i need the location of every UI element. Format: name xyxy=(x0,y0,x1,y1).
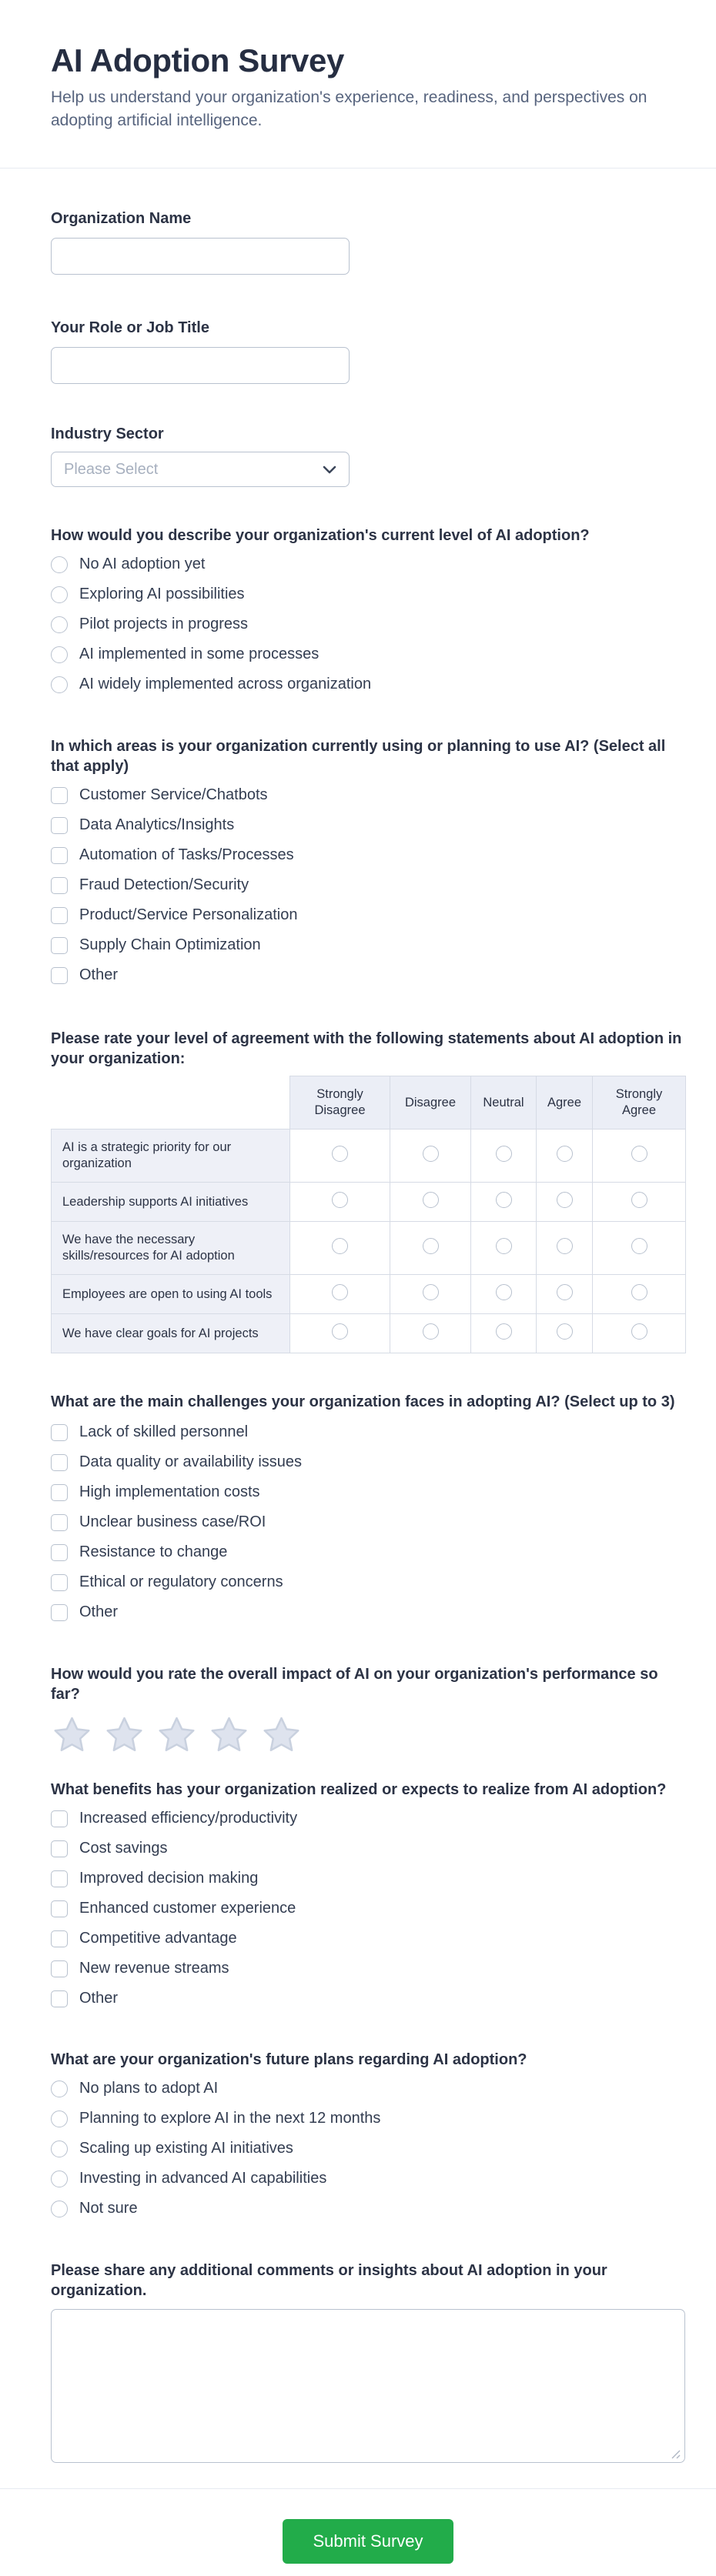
footer xyxy=(0,2519,716,2564)
checkbox-icon[interactable] xyxy=(51,1810,68,1827)
checkbox-icon[interactable] xyxy=(51,907,68,924)
checkbox-icon[interactable] xyxy=(51,1900,68,1917)
checkbox-option[interactable]: Increased efficiency/productivity xyxy=(51,1810,297,1827)
checkbox-group xyxy=(51,1810,297,2007)
radio-icon[interactable] xyxy=(51,586,68,603)
radio-icon[interactable] xyxy=(51,2171,68,2187)
star-icon[interactable] xyxy=(103,1714,146,1757)
comments-textarea[interactable] xyxy=(51,2309,685,2463)
checkbox-option[interactable]: Resistance to change xyxy=(51,1543,302,1561)
checkbox-icon[interactable] xyxy=(51,1870,68,1887)
question-challenges xyxy=(51,1392,685,1621)
star-icon[interactable] xyxy=(260,1714,303,1757)
radio-icon[interactable] xyxy=(51,2141,68,2157)
question-ai-areas xyxy=(51,736,685,984)
matrix-row xyxy=(52,1222,686,1275)
radio-icon[interactable] xyxy=(51,2201,68,2217)
question-label: In which areas is your organization currently using or planning to use AI? (Select all that apply) xyxy=(51,738,666,775)
checkbox-icon[interactable] xyxy=(51,847,68,864)
question-label: How would you describe your organization's current level of AI adoption? xyxy=(51,527,590,544)
radio-icon[interactable] xyxy=(51,556,68,573)
matrix-radio[interactable] xyxy=(631,1238,647,1254)
matrix-radio[interactable] xyxy=(332,1146,348,1162)
matrix-radio[interactable] xyxy=(332,1238,348,1254)
form-header xyxy=(0,0,716,132)
checkbox-group xyxy=(51,786,297,984)
radio-option[interactable]: AI implemented in some processes xyxy=(51,646,371,663)
field-label: Industry Sector xyxy=(51,425,164,442)
checkbox-option[interactable]: Improved decision making xyxy=(51,1870,297,1887)
matrix-corner-cell xyxy=(52,1076,290,1130)
question-label: What are your organization's future plans regarding AI adoption? xyxy=(51,2051,527,2068)
checkbox-icon[interactable] xyxy=(51,1514,68,1531)
radio-icon[interactable] xyxy=(51,646,68,663)
checkbox-option[interactable]: Ethical or regulatory concerns xyxy=(51,1573,302,1591)
checkbox-group xyxy=(51,1423,302,1621)
checkbox-icon[interactable] xyxy=(51,787,68,804)
chevron-down-icon xyxy=(323,465,336,474)
comments-field xyxy=(51,2309,685,2467)
radio-option[interactable]: Investing in advanced AI capabilities xyxy=(51,2170,380,2187)
star-icon[interactable] xyxy=(208,1714,250,1757)
matrix-row xyxy=(52,1130,686,1183)
matrix-column-header: Agree xyxy=(537,1076,593,1130)
matrix-radio[interactable] xyxy=(496,1238,512,1254)
matrix-radio[interactable] xyxy=(332,1192,348,1208)
radio-option[interactable]: Pilot projects in progress xyxy=(51,616,371,633)
checkbox-icon[interactable] xyxy=(51,1484,68,1501)
radio-option[interactable]: Not sure xyxy=(51,2200,380,2217)
matrix-radio[interactable] xyxy=(423,1192,439,1208)
checkbox-option[interactable]: High implementation costs xyxy=(51,1483,302,1501)
checkbox-icon[interactable] xyxy=(51,937,68,954)
matrix-radio[interactable] xyxy=(496,1323,512,1340)
matrix-row xyxy=(52,1275,686,1314)
matrix-radio[interactable] xyxy=(496,1192,512,1208)
matrix-row-label: We have clear goals for AI projects xyxy=(52,1314,290,1353)
field-organization-name xyxy=(51,209,685,275)
star-icon[interactable] xyxy=(51,1714,93,1757)
matrix-radio[interactable] xyxy=(332,1323,348,1340)
checkbox-icon[interactable] xyxy=(51,877,68,894)
matrix-radio[interactable] xyxy=(557,1284,573,1300)
question-label: Please share any additional comments or insights about AI adoption in your organization. xyxy=(51,2262,607,2299)
question-adoption-level xyxy=(51,526,685,693)
header-divider xyxy=(0,168,716,169)
matrix-column-header: Strongly Agree xyxy=(593,1076,686,1130)
matrix-radio[interactable] xyxy=(631,1192,647,1208)
checkbox-icon[interactable] xyxy=(51,1424,68,1441)
question-future-plans xyxy=(51,2050,685,2217)
matrix-row-label: We have the necessary skills/resources for AI adoption xyxy=(52,1222,290,1275)
matrix-radio[interactable] xyxy=(631,1146,647,1162)
question-impact-rating xyxy=(51,1664,685,1757)
radio-icon[interactable] xyxy=(51,2111,68,2127)
matrix-row xyxy=(52,1183,686,1222)
checkbox-icon[interactable] xyxy=(51,1840,68,1857)
star-rating xyxy=(51,1714,303,1757)
matrix-radio[interactable] xyxy=(496,1146,512,1162)
checkbox-option[interactable]: Customer Service/Chatbots xyxy=(51,786,297,804)
radio-option[interactable]: No AI adoption yet xyxy=(51,556,371,573)
question-label: Please rate your level of agreement with the following statements about AI adoption in your organization: xyxy=(51,1030,682,1067)
question-label: What are the main challenges your organization faces in adopting AI? (Select up to 3) xyxy=(51,1393,675,1410)
radio-option[interactable]: Planning to explore AI in the next 12 months xyxy=(51,2110,380,2127)
page-title: AI Adoption Survey xyxy=(51,42,344,78)
submit-button[interactable]: Submit Survey xyxy=(283,2519,453,2564)
checkbox-option[interactable]: Cost savings xyxy=(51,1840,297,1857)
matrix-radio[interactable] xyxy=(423,1146,439,1162)
radio-group xyxy=(51,556,371,693)
field-role xyxy=(51,318,685,384)
matrix-row-label: Leadership supports AI initiatives xyxy=(52,1183,290,1222)
checkbox-option[interactable]: Enhanced customer experience xyxy=(51,1900,297,1917)
matrix-radio[interactable] xyxy=(557,1238,573,1254)
question-label: How would you rate the overall impact of AI on your organization's performance so far? xyxy=(51,1666,658,1703)
radio-option[interactable]: Scaling up existing AI initiatives xyxy=(51,2140,380,2157)
checkbox-icon[interactable] xyxy=(51,1960,68,1977)
checkbox-option[interactable]: Data quality or availability issues xyxy=(51,1453,302,1471)
checkbox-option[interactable]: Automation of Tasks/Processes xyxy=(51,846,297,864)
matrix-radio[interactable] xyxy=(631,1284,647,1300)
field-label: Organization Name xyxy=(51,210,192,227)
role-input[interactable] xyxy=(51,347,350,384)
matrix-radio[interactable] xyxy=(631,1323,647,1340)
star-icon[interactable] xyxy=(156,1714,198,1757)
matrix-radio[interactable] xyxy=(423,1323,439,1340)
matrix-radio[interactable] xyxy=(557,1323,573,1340)
matrix-column-header: Strongly Disagree xyxy=(290,1076,390,1130)
page-subtitle: Help us understand your organization's experience, readiness, and perspectives on adopting artificial intelligence. xyxy=(51,88,647,129)
radio-icon[interactable] xyxy=(51,676,68,693)
checkbox-option[interactable]: Lack of skilled personnel xyxy=(51,1423,302,1441)
radio-option[interactable]: AI widely implemented across organization xyxy=(51,676,371,693)
radio-icon[interactable] xyxy=(51,2080,68,2097)
industry-sector-select[interactable] xyxy=(51,452,350,487)
radio-option[interactable]: No plans to adopt AI xyxy=(51,2080,380,2097)
checkbox-icon[interactable] xyxy=(51,817,68,834)
field-label: Your Role or Job Title xyxy=(51,319,209,336)
matrix-radio[interactable] xyxy=(557,1192,573,1208)
checkbox-option[interactable]: Other xyxy=(51,1990,297,2007)
checkbox-option[interactable]: Product/Service Personalization xyxy=(51,906,297,924)
checkbox-icon[interactable] xyxy=(51,1544,68,1561)
matrix-header-row xyxy=(52,1076,686,1130)
question-benefits xyxy=(51,1780,685,2007)
question-comments xyxy=(51,2261,685,2467)
matrix-table xyxy=(51,1076,686,1353)
checkbox-option[interactable]: Fraud Detection/Security xyxy=(51,876,297,894)
question-agreement-matrix xyxy=(51,1029,685,1353)
checkbox-option[interactable]: Other xyxy=(51,1603,302,1621)
checkbox-option[interactable]: Other xyxy=(51,966,297,984)
radio-icon[interactable] xyxy=(51,616,68,633)
form-body xyxy=(0,209,716,2467)
checkbox-icon[interactable] xyxy=(51,967,68,984)
matrix-row-label: Employees are open to using AI tools xyxy=(52,1275,290,1314)
checkbox-option[interactable]: Competitive advantage xyxy=(51,1930,297,1947)
footer-divider xyxy=(0,2488,716,2489)
radio-group xyxy=(51,2080,380,2217)
field-industry-sector xyxy=(51,424,685,487)
checkbox-icon[interactable] xyxy=(51,1574,68,1591)
checkbox-option[interactable]: New revenue streams xyxy=(51,1960,297,1977)
matrix-row-label: AI is a strategic priority for our organization xyxy=(52,1130,290,1183)
checkbox-icon[interactable] xyxy=(51,1604,68,1621)
question-label: What benefits has your organization realized or expects to realize from AI adoption? xyxy=(51,1781,667,1798)
matrix-radio[interactable] xyxy=(496,1284,512,1300)
checkbox-option[interactable]: Data Analytics/Insights xyxy=(51,816,297,834)
matrix-row xyxy=(52,1314,686,1353)
checkbox-option[interactable]: Unclear business case/ROI xyxy=(51,1513,302,1531)
organization-name-input[interactable] xyxy=(51,238,350,275)
checkbox-icon[interactable] xyxy=(51,1454,68,1471)
select-placeholder: Please Select xyxy=(64,460,159,478)
matrix-column-header: Neutral xyxy=(471,1076,537,1130)
matrix-radio[interactable] xyxy=(423,1238,439,1254)
checkbox-icon[interactable] xyxy=(51,1990,68,2007)
matrix-radio[interactable] xyxy=(423,1284,439,1300)
matrix-radio[interactable] xyxy=(557,1146,573,1162)
checkbox-icon[interactable] xyxy=(51,1930,68,1947)
matrix-column-header: Disagree xyxy=(390,1076,471,1130)
matrix-radio[interactable] xyxy=(332,1284,348,1300)
radio-option[interactable]: Exploring AI possibilities xyxy=(51,586,371,603)
checkbox-option[interactable]: Supply Chain Optimization xyxy=(51,936,297,954)
